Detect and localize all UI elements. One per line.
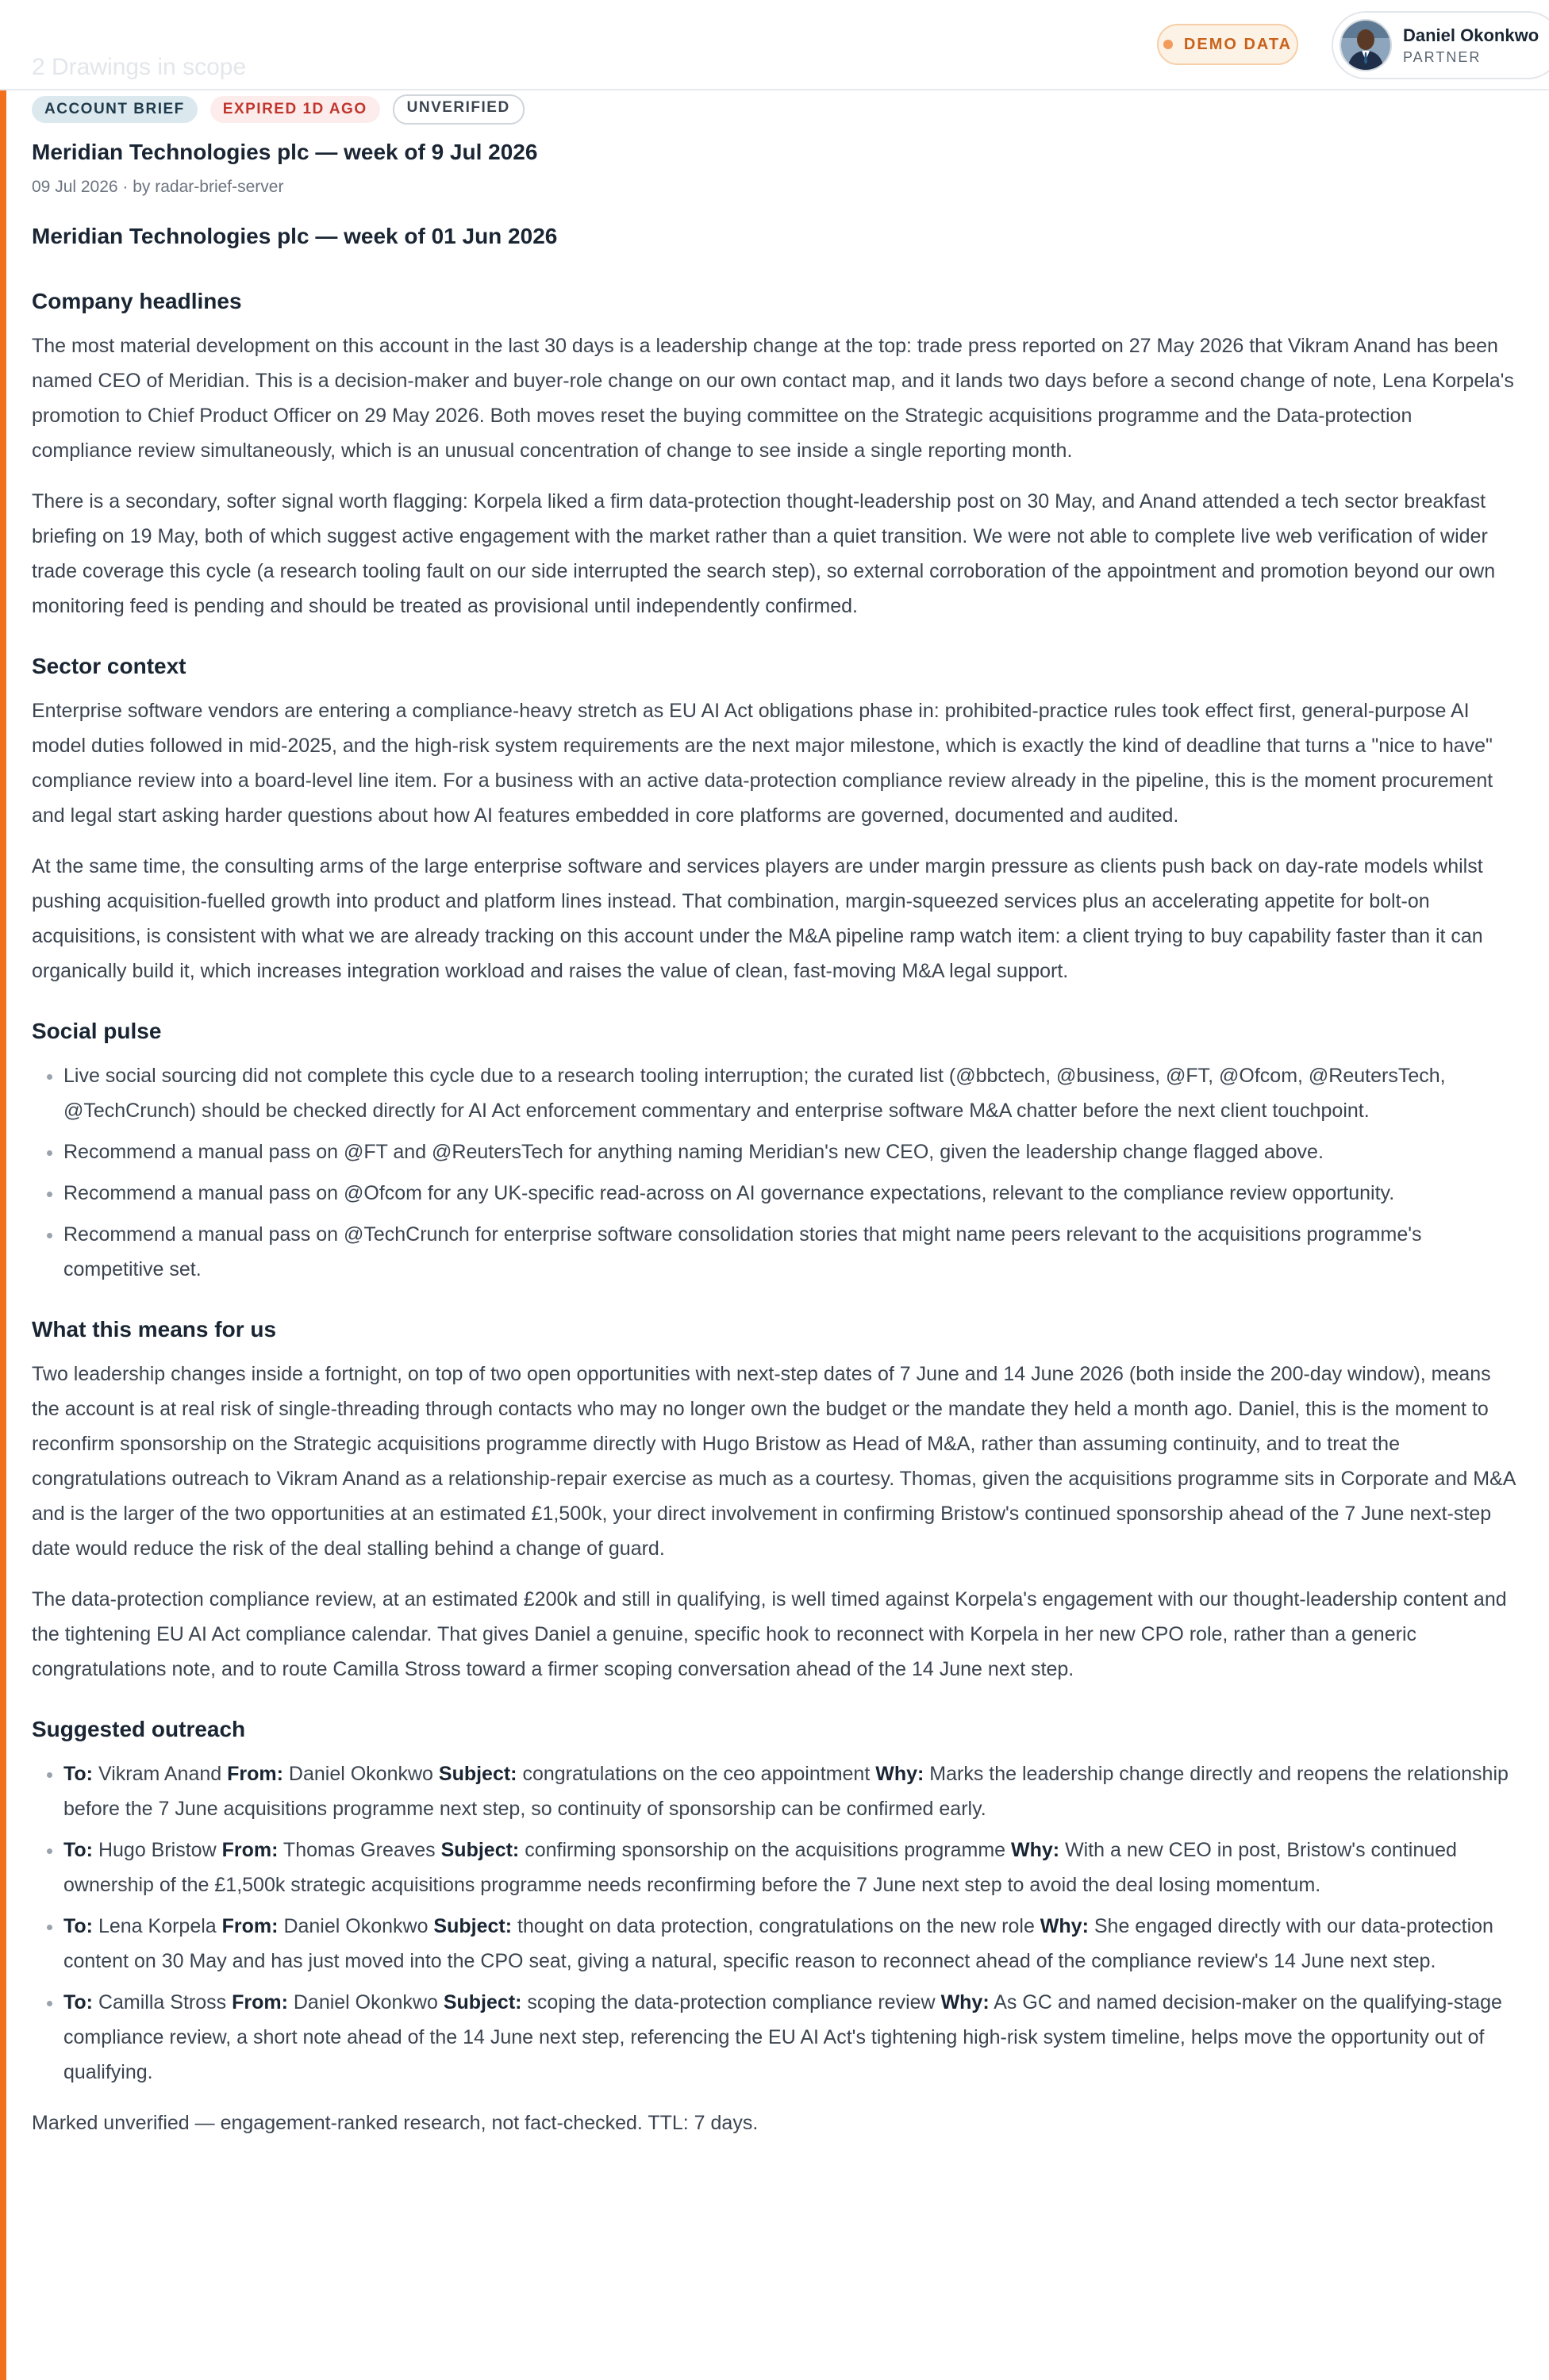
top-bar xyxy=(0,0,1549,90)
outreach-to: Lena Korpela xyxy=(98,1915,217,1937)
brief-meta: 09 Jul 2026 · by radar-brief-server xyxy=(32,178,284,196)
why-label: Why: xyxy=(1040,1915,1089,1937)
outreach-to: Hugo Bristow xyxy=(98,1839,217,1861)
sector-paragraph: At the same time, the consulting arms of the large enterprise software and services players are under margin pressure as clients push back on day-rate models whilst pushing acquisition-fuelled growth into product and platform lines instead. That combination, margin-squeezed services plus an accelerating appetite for bolt-on acquisitions, is consistent with what we are already tracking on this account under the M&A pipeline ramp watch item: a client trying to buy capability faster than it can organically build it, which increases integration workload and raises the value of clean, fast-moving M&A legal support. xyxy=(32,855,1483,982)
outreach-item xyxy=(63,1756,1517,1826)
why-label: Why: xyxy=(875,1763,924,1785)
meaning-paragraph: Two leadership changes inside a fortnight, on top of two open opportunities with next-step dates of 7 June and 14 June 2026 (both inside the 200-day window), means the account is at real risk of single-threading through contacts who may no longer own the budget or the mandate they held a month ago. Daniel, this is the moment to reconfirm sponsorship on the Strategic acquisitions programme directly with Hugo Bristow as Head of M&A, rather than assuming continuity, and to treat the congratulations outreach to Vikram Anand as a relationship-repair exercise as much as a courtesy. Thomas, given the acquisitions programme sits in Corporate and M&A and is the larger of the two opportunities at an estimated £1,500k, your direct involvement in confirming Bristow's continued sponsorship ahead of the 7 June next-step date would reduce the risk of the deal stalling behind a change of guard. xyxy=(32,1363,1516,1560)
avatar xyxy=(1340,19,1392,71)
subject-label: Subject: xyxy=(443,1991,522,2013)
social-list xyxy=(32,1058,1517,1287)
outreach-subject: confirming sponsorship on the acquisitions programme xyxy=(525,1839,1006,1861)
from-label: From: xyxy=(221,1839,279,1861)
brief-panel xyxy=(32,95,1517,2134)
to-label: To: xyxy=(63,1839,94,1861)
section-heading-meaning: What this means for us xyxy=(32,1317,277,1342)
outreach-from: Daniel Okonkwo xyxy=(283,1915,429,1937)
section-heading-sector: Sector context xyxy=(32,654,186,678)
demo-data-badge xyxy=(1157,24,1298,65)
user-name: Daniel Okonkwo xyxy=(1403,25,1539,45)
to-label: To: xyxy=(63,1991,94,2013)
subject-label: Subject: xyxy=(433,1915,513,1937)
user-avatar-icon xyxy=(1341,21,1390,70)
outreach-from: Daniel Okonkwo xyxy=(293,1991,438,2013)
to-label: To: xyxy=(63,1763,94,1785)
subject-label: Subject: xyxy=(438,1763,517,1785)
outreach-item xyxy=(63,1909,1517,1979)
outreach-item xyxy=(63,1985,1517,2090)
account-brief-tag: ACCOUNT BRIEF xyxy=(32,96,198,123)
user-role: PARTNER xyxy=(1403,49,1482,65)
section-heading-headlines: Company headlines xyxy=(32,289,242,313)
expired-tag: EXPIRED 1D AGO xyxy=(210,96,380,123)
scrolled-heading: 2 Drawings in scope xyxy=(32,54,247,80)
outreach-why: As GC and named decision-maker on the qualifying-stage compliance review, a short note ahead of the 14 June next step, referencing the EU AI Act's tightening high-risk system timeline, helps move the opportunity out of qualifying. xyxy=(63,1991,1502,2083)
brief-tags xyxy=(32,95,1517,124)
demo-data-label: DEMO DATA xyxy=(1183,35,1293,53)
sector-paragraph: Enterprise software vendors are entering a compliance-heavy stretch as EU AI Act obligations phase in: prohibited-practice rules took effect first, general-purpose AI model duties followed in mid-2025, and the high-risk system requirements are the next major milestone, which is exactly the kind of deadline that turns a "nice to have" compliance review into a board-level line item. For a business with an active data-protection compliance review already in the pipeline, this is the moment procurement and legal start asking harder questions about how AI features embedded in core platforms are governed, documented and audited. xyxy=(32,700,1493,827)
outreach-subject: thought on data protection, congratulations on the new role xyxy=(517,1915,1035,1937)
to-label: To: xyxy=(63,1915,94,1937)
user-menu[interactable] xyxy=(1332,11,1549,79)
from-label: From: xyxy=(232,1991,288,2013)
brief-document xyxy=(32,224,1517,2140)
outreach-why: She engaged directly with our data-protection content on 30 May and has just moved into the CPO seat, giving a natural, specific reason to reconnect ahead of the compliance review's 14 June next step. xyxy=(63,1915,1493,1972)
why-label: Why: xyxy=(1011,1839,1060,1861)
outreach-from: Daniel Okonkwo xyxy=(288,1763,433,1785)
outreach-to: Vikram Anand xyxy=(98,1763,222,1785)
section-heading-social: Social pulse xyxy=(32,1019,162,1043)
outreach-why: With a new CEO in post, Bristow's continued ownership of the £1,500k strategic acquisitions programme needs reconfirming before the 7 June next step to avoid the deal losing momentum. xyxy=(63,1839,1457,1896)
from-label: From: xyxy=(221,1915,279,1937)
unverified-tag: UNVERIFIED xyxy=(393,94,525,125)
outreach-to: Camilla Stross xyxy=(98,1991,227,2013)
outreach-why: Marks the leadership change directly and reopens the relationship before the 7 June acquisitions programme next step, so continuity of sponsorship can be confirmed early. xyxy=(63,1763,1509,1820)
subject-label: Subject: xyxy=(440,1839,520,1861)
outreach-item xyxy=(63,1833,1517,1902)
list-item: • Live social sourcing did not complete this cycle due to a research tooling interruption; the curated list (@bbctech, @business, @FT, @Ofcom, @ReutersTech, @TechCrunch) should be checked directly for AI Act enforcement commentary and enterprise software M&A chatter before the next client touchpoint. xyxy=(63,1058,1517,1128)
from-label: From: xyxy=(227,1763,283,1785)
document-title: Meridian Technologies plc — week of 01 Jun 2026 xyxy=(32,224,558,248)
list-item: • Recommend a manual pass on @Ofcom for any UK-specific read-across on AI governance expectations, relevant to the compliance review opportunity. xyxy=(63,1176,1517,1211)
outreach-from: Thomas Greaves xyxy=(283,1839,436,1861)
outreach-subject: congratulations on the ceo appointment xyxy=(522,1763,871,1785)
outreach-list xyxy=(32,1756,1517,2090)
outreach-subject: scoping the data-protection compliance review xyxy=(527,1991,936,2013)
section-heading-outreach: Suggested outreach xyxy=(32,1717,246,1741)
brief-title: Meridian Technologies plc — week of 9 Jul 2026 xyxy=(32,140,538,164)
why-label: Why: xyxy=(940,1991,990,2013)
headlines-paragraph: There is a secondary, softer signal worth flagging: Korpela liked a firm data-protection thought-leadership post on 30 May, and Anand attended a tech sector breakfast briefing on 19 May, both of which suggest active engagement with the market rather than a quiet transition. We were not able to complete live web verification of wider trade coverage this cycle (a research tooling fault on our side interrupted the search step), so external corroboration of the appointment and promotion beyond our own monitoring feed is pending and should be treated as provisional until independently confirmed. xyxy=(32,490,1496,617)
accent-bar xyxy=(0,0,6,2380)
headlines-paragraph: The most material development on this account in the last 30 days is a leadership change at the top: trade press reported on 27 May 2026 that Vikram Anand has been named CEO of Meridian. This is a decision-maker and buyer-role change on our own contact map, and it lands two days before a second change of note, Lena Korpela's promotion to Chief Product Officer on 29 May 2026. Both moves reset the buying committee on the Strategic acquisitions programme and the Data-protection compliance review simultaneously, which is an unusual concentration of change to see inside a single reporting month. xyxy=(32,335,1514,462)
list-item: • Recommend a manual pass on @TechCrunch for enterprise software consolidation stories that might name peers relevant to the acquisitions programme's competitive set. xyxy=(63,1217,1517,1287)
meaning-paragraph: The data-protection compliance review, at an estimated £200k and still in qualifying, is well timed against Korpela's engagement with our thought-leadership content and the tightening EU AI Act compliance calendar. That gives Daniel a genuine, specific hook to reconnect with Korpela in her new CPO role, rather than a generic congratulations note, and to route Camilla Stross toward a firmer scoping conversation ahead of the 14 June next step. xyxy=(32,1588,1507,1680)
verification-note: Marked unverified — engagement-ranked research, not fact-checked. TTL: 7 days. xyxy=(32,2112,759,2134)
list-item: • Recommend a manual pass on @FT and @ReutersTech for anything naming Meridian's new CEO, given the leadership change flagged above. xyxy=(63,1134,1517,1169)
status-dot-icon xyxy=(1163,40,1173,49)
